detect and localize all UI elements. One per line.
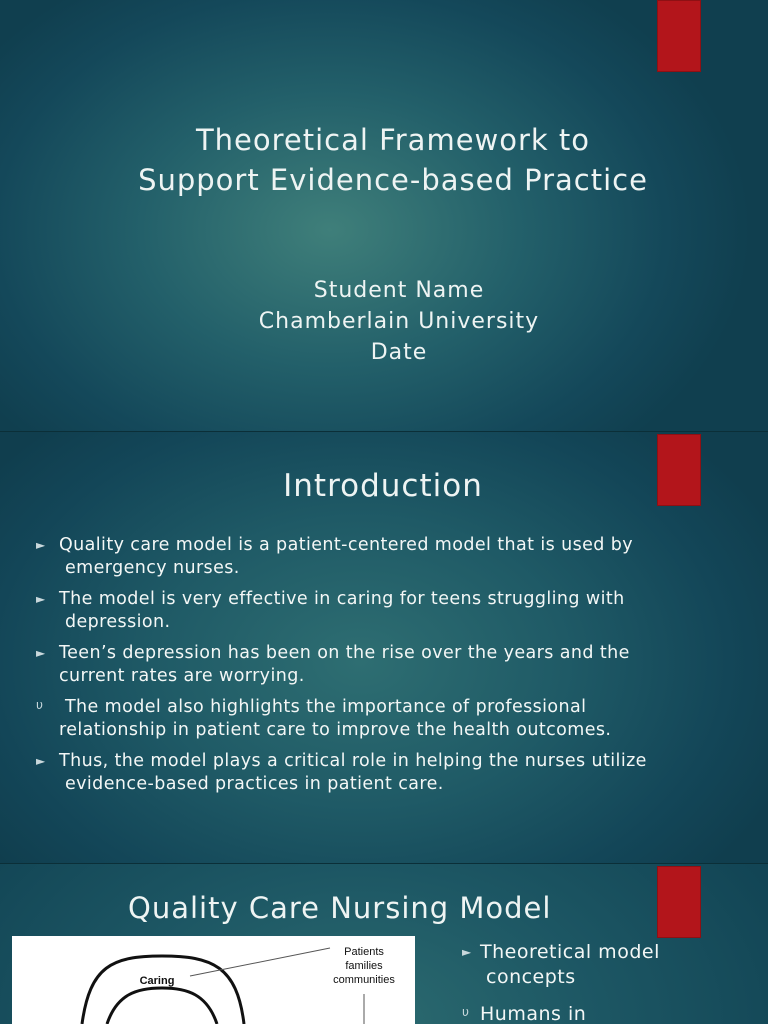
red-accent-tab [657,866,701,938]
bullet-text-line: Quality care model is a patient-centered model that is used by [59,535,634,555]
arrow-bullet-icon: ► [36,538,46,552]
university-name: Chamberlain University [258,309,540,334]
list-item [462,940,762,990]
bullet-text-line: Humans in [480,1003,587,1024]
arrow-bullet-icon: ► [36,646,46,660]
presentation-date: Date [370,340,428,365]
bullet-text-line: Theoretical model [480,941,660,963]
slide-subtitle [0,275,768,368]
title-slide [0,0,768,432]
slide-title: Introduction [283,468,483,504]
quality-care-model-slide [0,864,768,1024]
list-item [36,534,716,580]
communities-label: communities [333,974,395,986]
bullet-text-line: evidence-based practices in patient care. [65,774,444,794]
introduction-slide [0,432,768,864]
bullet-text-line: The model is very effective in caring for teens struggling with [59,589,625,609]
title-line-1: Theoretical Framework to [195,123,591,157]
bullet-list [36,534,716,804]
list-item [36,588,716,634]
caring-label: Caring [139,975,175,987]
bullet-text-line: Thus, the model plays a critical role in helping the nurses utilize [59,751,647,771]
bullet-text-line: depression. [65,612,171,632]
bullet-text-line: Teen’s depression has been on the rise over the years and the [59,643,630,663]
list-item [36,750,716,796]
bullet-text-line: The model also highlights the importance of professional [59,697,587,717]
model-diagram-svg [12,936,415,1024]
red-accent-tab [657,0,701,72]
slide-title [0,120,768,200]
list-item [36,642,716,688]
upsilon-bullet-icon: υ [36,698,44,712]
upsilon-bullet-icon: υ [462,1005,470,1019]
student-name: Student Name [313,278,485,303]
arrow-bullet-icon: ► [36,592,46,606]
concept-bullet-list [462,940,762,1024]
model-diagram [12,936,415,1024]
patients-label: Patients [344,946,384,958]
bullet-text-line: concepts [486,966,576,988]
families-label: families [345,960,383,972]
bullet-text-line: emergency nurses. [65,558,240,578]
list-item [36,696,716,742]
bullet-text-line: current rates are worrying. [59,666,305,686]
list-item [462,1002,762,1024]
arrow-bullet-icon: ► [36,754,46,768]
bullet-text-line: relationship in patient care to improve the health outcomes. [59,720,612,740]
caring-outer-arc [82,956,244,1024]
title-line-2: Support Evidence-based Practice [138,163,648,197]
slide-title: Quality Care Nursing Model [128,891,552,925]
arrow-bullet-icon: ► [462,945,472,959]
caring-inner-arc [107,988,217,1024]
